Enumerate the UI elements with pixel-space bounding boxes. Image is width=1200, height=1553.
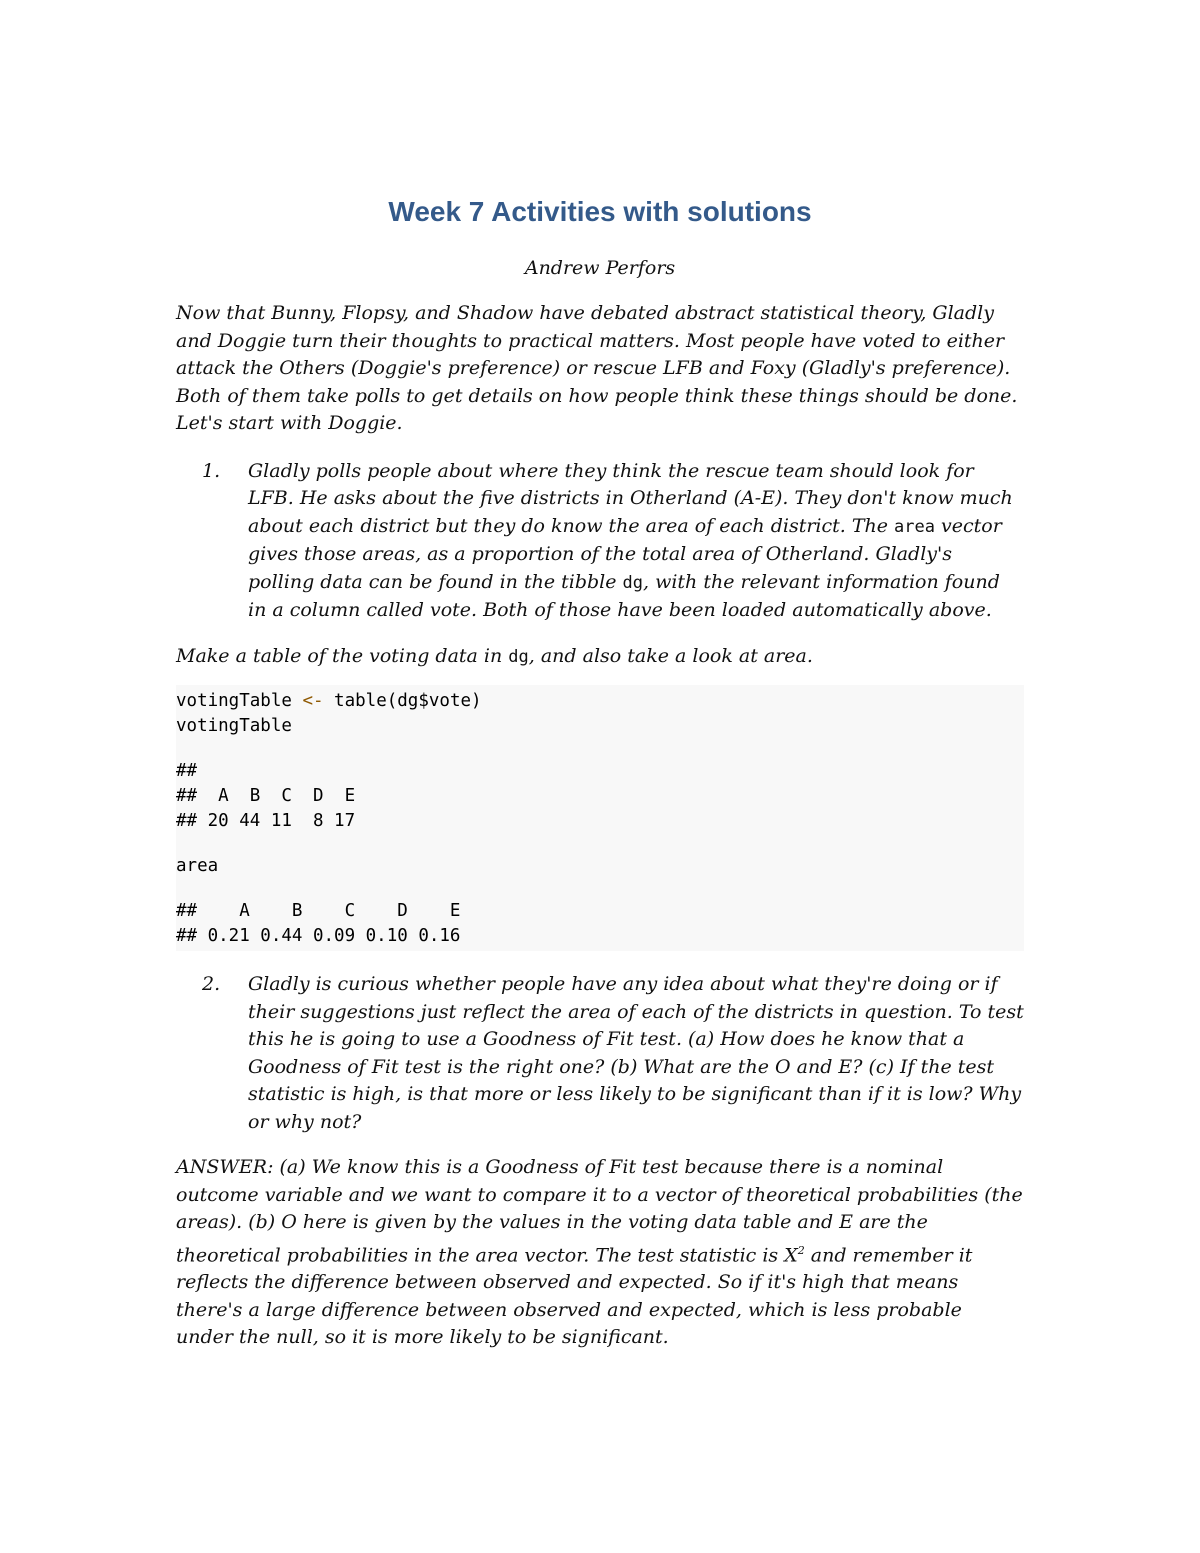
assign-operator: <- xyxy=(302,691,324,711)
instruction-paragraph xyxy=(176,643,1024,672)
question-1-text-a: Gladly polls people about where they think the rescue team should look for LFB. He asks about the five districts in Otherland (A-E). They don't know much about each district but they do know the area of each district. The xyxy=(248,459,1013,537)
code-line-1-lhs: votingTable xyxy=(176,691,303,711)
code-line-1 xyxy=(176,689,1024,714)
code-line-2: votingTable xyxy=(176,716,292,736)
output-1-line-2: ## A B C D E xyxy=(176,786,356,806)
output-1-line-1: ## xyxy=(176,761,198,781)
answer-superscript: 2 xyxy=(797,1243,805,1257)
document-title: Week 7 Activities with solutions xyxy=(388,196,812,227)
answer-paragraph xyxy=(176,1154,1024,1352)
question-2 xyxy=(176,971,1024,1136)
code-gap xyxy=(176,834,1024,854)
question-2-number: 2. xyxy=(202,973,221,995)
question-1 xyxy=(176,458,1024,625)
inline-code-area: area xyxy=(894,516,935,537)
inline-code-dg-2: dg xyxy=(508,646,529,667)
intro-paragraph: Now that Bunny, Flopsy, and Shadow have debated abstract statistical theory, Gladly and Doggie turn their thoughts to practical matters. Most people have voted to either attack the Others (Doggie's preference) or rescue LFB and Foxy (Gladly's preference). Both of them take polls to get details on how people think these things should be done. Let's start with Doggie. xyxy=(176,302,1018,434)
code-gap xyxy=(176,879,1024,899)
output-2-line-1: ## A B C D E xyxy=(176,901,461,921)
instruction-text-a: Make a table of the voting data in xyxy=(176,644,509,667)
question-1-text-b: vector gives those areas, as a proportion of the total area of Otherland. Gladly's polling data can be found in the tibble xyxy=(248,514,1002,593)
question-1-number: 1. xyxy=(202,459,221,482)
question-1-text-c: , with the relevant information found in a column called vote. Both of those have been loaded automatically above. xyxy=(248,570,1000,621)
inline-code-dg: dg xyxy=(622,572,643,593)
code-line-1-rhs: table(dg$vote) xyxy=(323,691,482,711)
code-gap xyxy=(176,739,1024,759)
answer-text-a: ANSWER: (a) We know this is a Goodness of Fit test because there is a nominal outcome variable and we want to compare it to a vector of theoretical probabilities (the areas). (b) O here is given by the values in the voting data table and E are the theoretical probabilities in the area vector. The test statistic is X xyxy=(176,1156,1023,1266)
answer-text-b: and remember it reflects the difference between observed and expected. So if it's high that means there's a large difference between observed and expected, which is less probable under the null, so it is more likely to be significant. xyxy=(176,1243,973,1349)
code-line-3: area xyxy=(176,856,219,876)
output-2-line-2: ## 0.21 0.44 0.09 0.10 0.16 xyxy=(176,926,461,946)
question-2-text: Gladly is curious whether people have any idea about what they're doing or if their suggestions just reflect the area of each of the districts in question. To test this he is going to use a Goodness of Fit test. (a) How does he know that a Goodness of Fit test is the right one? (b) What are the O and E? (c) If the test statistic is high, is that more or less likely to be significant than if it is low? Why or why not? xyxy=(248,973,1024,1133)
author-name: Andrew Perfors xyxy=(524,257,676,279)
output-1-line-3: ## 20 44 11 8 17 xyxy=(176,811,356,831)
code-block xyxy=(176,685,1024,951)
question-1-text xyxy=(248,458,1024,625)
document-page xyxy=(176,190,1024,1352)
instruction-text-b: , and also take a look at area. xyxy=(528,644,813,667)
